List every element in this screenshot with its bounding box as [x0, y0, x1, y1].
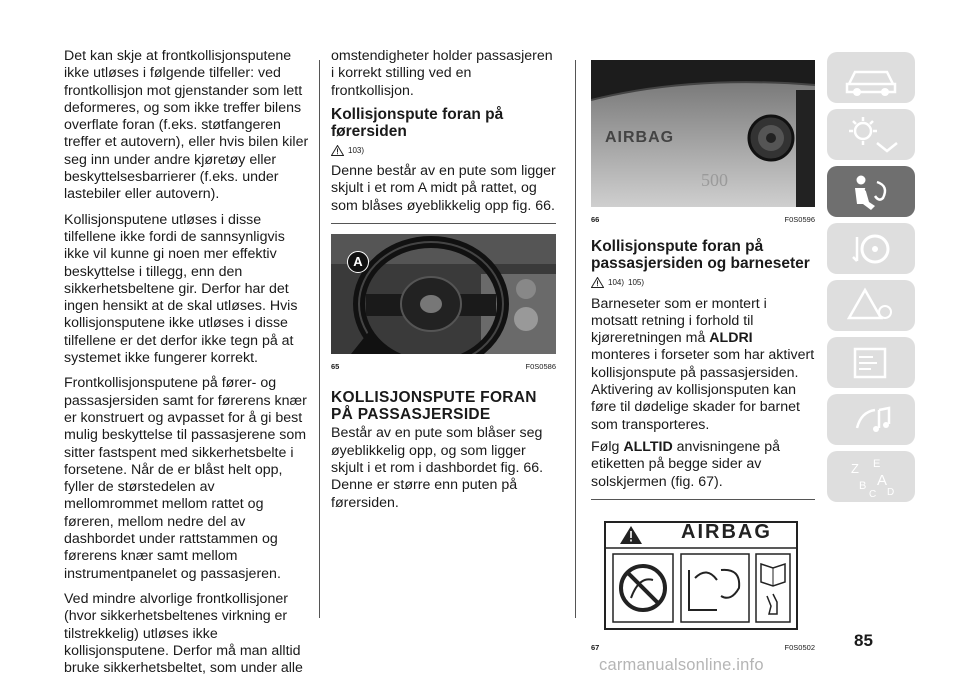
paragraph: Det kan skje at frontkollisjonsputene ikke utløses i følgende tilfeller: ved frontkollisjon mot gjenstander som lett deformeres, og som ikke treffer bilens overflate foran (f.eks. støtfangeren treffer et autovern), eller hvis bilen kiler seg inn under andre kjøretøy eller beskyttelsesbarrierer (f.eks. under lastebiler eller autovern).	[64, 48, 309, 203]
steering-wheel-image	[331, 234, 556, 354]
svg-text:E: E	[873, 458, 881, 470]
maintenance-icon	[827, 337, 915, 388]
column-divider	[575, 60, 576, 618]
svg-text:Z: Z	[851, 461, 859, 476]
tab-multimedia[interactable]	[827, 394, 915, 445]
svg-text:A: A	[877, 472, 888, 489]
paragraph: Barneseter som er montert i motsatt retning i forhold til kjøreretningen må ALDRI monteres i forseter som har aktivert kollisjonspute på passasjersiden. Aktivering av kollisjonsputen kan føre til dødelige skader for barnet som transporteres.	[591, 295, 815, 433]
paragraph: Frontkollisjonsputene på fører- og passasjersiden samt for førerens knær er konstruert og avpasset for å gi best mulig beskyttelse til passasjerene som sitter fastspent med sikkerhetsbelte i forsetene. Når de er blåst helt opp, fyller de størstedelen av mellomrommet mellom rattet og føreren, mellom nedre del av dashbordet under rattstammen og førerens knær samt mellom instrumentpanelet og passasjeren.	[64, 375, 307, 582]
warning-triangle-icon	[591, 277, 604, 288]
tab-safety[interactable]	[827, 166, 915, 217]
paragraph: Kollisjonsputene utløses i disse tilfellene ikke fordi de sannsynligvis ikke vil kunne gi noen mer effektiv beskyttelse i tillegg, enn den sikkerhetsbeltene gir. Derfor har det ingen hensikt at de skal utløses. Hvis kollisjonsputene ikke utløses i disse tilfellene er det derfor ikke tegn på at systemet ikke fungerer korrekt.	[64, 211, 298, 367]
svg-text:D: D	[887, 487, 895, 498]
figure-passenger-airbag	[591, 60, 815, 207]
section-heading: Kollisjonspute foran på passasjersiden og barneseter	[591, 238, 810, 273]
tab-car-info[interactable]	[827, 52, 915, 103]
safety-airbag-icon	[827, 166, 915, 217]
label-title: AIRBAG	[681, 520, 772, 543]
page-number: 85	[854, 631, 873, 650]
dashboard-lights-icon	[827, 109, 915, 160]
dashboard-airbag-image	[591, 60, 815, 207]
starting-driving-icon	[827, 223, 915, 274]
figure-caption: 66 F0S0596	[591, 215, 815, 224]
svg-text:C: C	[869, 489, 877, 500]
figure-steering-wheel	[331, 234, 556, 354]
watermark: carmanualsonline.info	[599, 656, 764, 674]
chapter-tabs	[827, 52, 915, 508]
paragraph: Følg ALLTID anvisningene på etiketten på begge sider av solskjermen (fig. 67).	[591, 438, 780, 490]
index-icon	[827, 451, 915, 502]
figure-caption: 65 F0S0586	[331, 362, 556, 372]
figure-airbag-label	[591, 510, 815, 635]
warning-reference: 104) 105)	[591, 274, 815, 291]
tab-emergency[interactable]	[827, 280, 915, 331]
section-heading: Kollisjonspute foran på førersiden	[331, 105, 504, 140]
paragraph: Denne består av en pute som ligger skjult i et rom A midt på rattet, og som blåses øyeblikkelig opp fig. 66.	[331, 163, 556, 214]
divider	[591, 499, 815, 500]
model-badge: 500	[701, 170, 728, 190]
paragraph: omstendigheter holder passasjeren i korrekt stilling ved en frontkollisjon.	[331, 48, 553, 99]
divider	[331, 223, 556, 224]
tab-maintenance[interactable]	[827, 337, 915, 388]
multimedia-icon	[827, 394, 915, 445]
text-column-2	[331, 48, 556, 520]
warning-triangle-icon	[827, 280, 915, 331]
airbag-embossed-text: AIRBAG	[605, 129, 675, 146]
text-column-1	[64, 48, 312, 685]
tab-starting-driving[interactable]	[827, 223, 915, 274]
column-divider	[319, 60, 320, 618]
text-column-3	[591, 48, 815, 656]
callout-label-a: A	[347, 251, 369, 273]
warning-reference: 103)	[331, 142, 556, 159]
tab-dashboard-lights[interactable]	[827, 109, 915, 160]
figure-caption: 67 F0S0502	[591, 642, 815, 652]
car-info-icon	[827, 52, 915, 103]
paragraph: Ved mindre alvorlige frontkollisjoner (hvor sikkerhetsbeltenes virkning er tilstrekkelig) utløses ikke kollisjonsputene. Derfor må man alltid bruke sikkerhetsbeltet, som under alle	[64, 590, 303, 677]
paragraph: Består av en pute som blåser seg øyeblikkelig opp, og som ligger skjult i et rom i dashbordet fig. 66. Denne er større enn puten på førersiden.	[331, 425, 544, 511]
section-heading: KOLLISJONSPUTE FORAN PÅ PASSASJERSIDE	[331, 389, 537, 424]
warning-triangle-icon	[331, 145, 344, 156]
svg-text:B: B	[859, 480, 867, 492]
tab-index[interactable]	[827, 451, 915, 502]
